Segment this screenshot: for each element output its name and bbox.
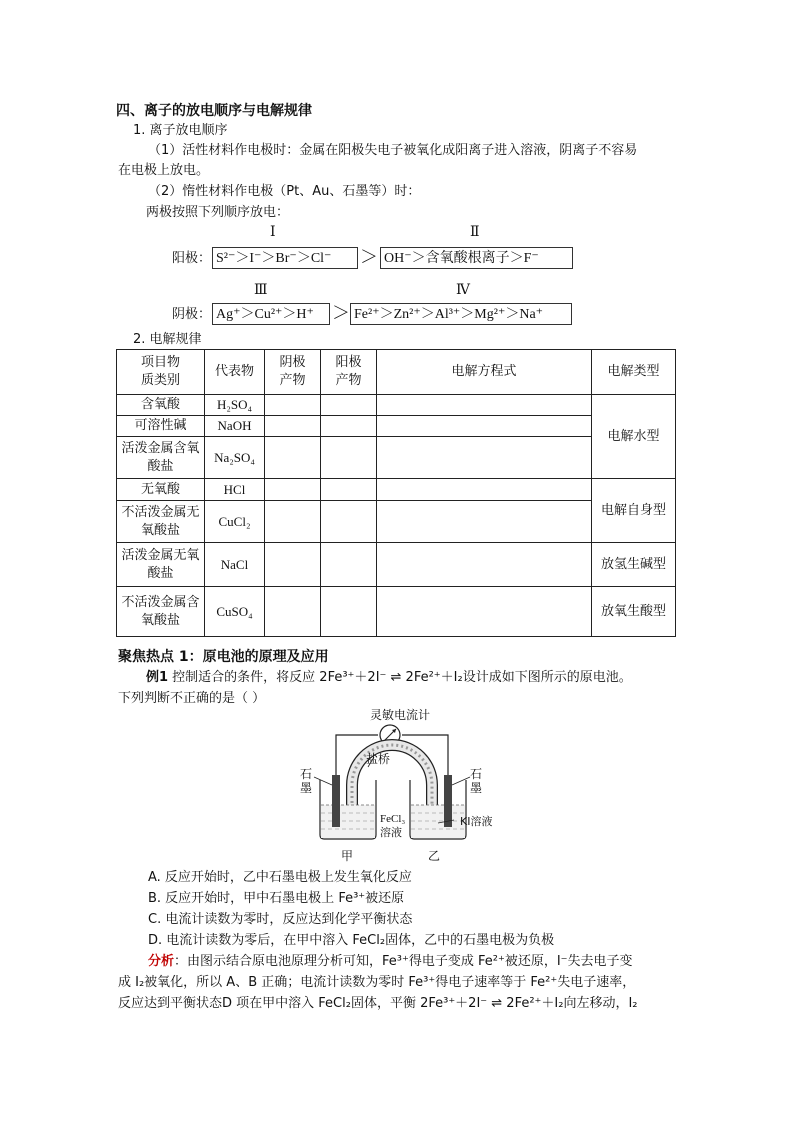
header-category-line1: 项目物	[140, 355, 180, 370]
cell-category-line2: 酸盐	[147, 458, 174, 474]
right-solution-label: KI溶液	[460, 815, 493, 828]
header-cathode-product: 阴极 产物	[265, 350, 321, 395]
cathode-label: 阴极：	[172, 307, 212, 322]
cell-representative: CuSO₄	[205, 587, 265, 637]
cell-category: 可溶性碱	[117, 416, 205, 437]
cell-category-line2: 酸盐	[147, 565, 174, 581]
right-beaker-label: 乙	[428, 849, 441, 863]
roman-numeral-3: Ⅲ	[254, 283, 268, 298]
cell-cathode-product	[265, 437, 321, 479]
option-b: B. 反应开始时，甲中石墨电极上 Fe³⁺被还原	[148, 891, 405, 906]
anode-order-group-2: OH⁻＞含氧酸根离子＞F⁻	[380, 247, 573, 269]
cell-equation	[377, 437, 592, 479]
subheading-discharge-order: 1. 离子放电顺序	[133, 123, 228, 138]
header-category	[117, 350, 205, 395]
greater-than-sign: ＞	[360, 247, 378, 268]
left-solution-word: 溶液	[380, 826, 402, 839]
cell-equation	[377, 543, 592, 587]
cell-category-line1: 活泼金属无氧	[121, 547, 200, 563]
cell-cathode-product	[265, 587, 321, 637]
cell-anode-product	[321, 437, 377, 479]
cell-representative: NaOH	[205, 416, 265, 437]
cell-representative: HCl	[205, 479, 265, 501]
cell-category: 含氧酸	[117, 395, 205, 416]
option-a: A. 反应开始时，乙中石墨电极上发生氧化反应	[148, 870, 412, 885]
right-electrode-pointer	[452, 777, 470, 785]
header-representative: 代表物	[205, 350, 265, 395]
cell-representative: Na₂SO₄	[205, 437, 265, 479]
cell-anode-product	[321, 416, 377, 437]
table-header-row	[117, 350, 676, 395]
option-d: D. 电流计读数为零后，在甲中溶入 FeCl₂固体，乙中的石墨电极为负极	[148, 933, 555, 948]
cell-equation	[377, 479, 592, 501]
salt-bridge-label: 盐桥	[366, 752, 391, 766]
example-line-2: 下列判断不正确的是（ ）	[118, 691, 266, 706]
cell-category	[117, 501, 205, 543]
table-row	[117, 543, 676, 587]
galvanic-cell-diagram	[290, 705, 520, 865]
cell-category-line1: 不活泼金属含	[121, 594, 200, 610]
header-anode-product: 阳极 产物	[321, 350, 377, 395]
cell-category-line2: 氧酸盐	[140, 522, 180, 538]
table-row	[117, 479, 676, 501]
cell-equation	[377, 395, 592, 416]
right-electrode-label: 石 墨	[470, 767, 483, 795]
analysis-line-2: 成 I₂被氧化，所以 A、B 正确；电流计读数为零时 Fe³⁺得电子速率等于 Fe²⁺失电子速率，	[118, 975, 636, 990]
cell-anode-product	[321, 543, 377, 587]
example-text: 控制适合的条件，将反应 2Fe³⁺＋2I⁻ ⇌ 2Fe²⁺＋I₂设计成如下图所示的原电池。	[168, 670, 632, 685]
analysis-text-1: ：由图示结合原电池原理分析可知，Fe³⁺得电子变成 Fe²⁺被还原，I⁻失去电子变	[174, 954, 633, 969]
cell-category-line1: 不活泼金属无	[121, 504, 200, 520]
focus-title: 聚焦热点 1：原电池的原理及应用	[118, 649, 329, 665]
cell-category	[117, 587, 205, 637]
cell-category-line1: 活泼金属含氧	[121, 440, 200, 456]
header-category-line2: 质类别	[140, 373, 180, 388]
cell-cathode-product	[265, 416, 321, 437]
option-c: C. 电流计读数为零时，反应达到化学平衡状态	[148, 912, 413, 927]
left-graphite-electrode	[332, 775, 340, 827]
table-row	[117, 395, 676, 416]
cell-representative: CuCl₂	[205, 501, 265, 543]
galvanometer-label: 灵敏电流计	[370, 708, 431, 722]
paragraph-active-electrode-cont: 在电极上放电。	[118, 163, 210, 178]
cell-type: 电解自身型	[592, 479, 676, 543]
roman-numeral-1: Ⅰ	[270, 225, 276, 240]
example-label: 例1	[146, 670, 169, 685]
cell-equation	[377, 501, 592, 543]
cell-equation	[377, 587, 592, 637]
right-graphite-electrode	[444, 775, 452, 827]
cell-cathode-product	[265, 543, 321, 587]
header-equation: 电解方程式	[377, 350, 592, 395]
left-electrode-label: 石 墨	[300, 767, 313, 795]
anode-order-group-1: S²⁻＞I⁻＞Br⁻＞Cl⁻	[212, 247, 358, 269]
cell-representative: H₂SO₄	[205, 395, 265, 416]
greater-than-sign: ＞	[332, 303, 350, 324]
analysis-line-1	[148, 951, 633, 972]
cell-type: 放氢生碱型	[592, 543, 676, 587]
cell-type: 放氧生酸型	[592, 587, 676, 637]
table-row	[117, 587, 676, 637]
cell-anode-product	[321, 587, 377, 637]
cell-category: 无氧酸	[117, 479, 205, 501]
analysis-label: 分析	[148, 954, 175, 969]
roman-numeral-4: Ⅳ	[456, 283, 470, 298]
paragraph-inert-electrode: （2）惰性材料作电极（Pt、Au、石墨等）时：	[148, 184, 421, 199]
subheading-electrolysis-rules: 2. 电解规律	[133, 332, 202, 347]
cell-anode-product	[321, 395, 377, 416]
example-line-1	[146, 667, 632, 688]
electrolysis-table	[116, 349, 676, 637]
cell-cathode-product	[265, 501, 321, 543]
cell-cathode-product	[265, 395, 321, 416]
header-type: 电解类型	[592, 350, 676, 395]
roman-numeral-2: Ⅱ	[470, 225, 480, 240]
cell-cathode-product	[265, 479, 321, 501]
paragraph-active-electrode: （1）活性材料作电极时：金属在阳极失电子被氧化成阳离子进入溶液，阴离子不容易	[148, 143, 638, 158]
cell-anode-product	[321, 479, 377, 501]
anode-label: 阳极：	[172, 251, 212, 266]
left-electrode-pointer	[314, 777, 332, 785]
analysis-line-3: 反应达到平衡状态D 项在甲中溶入 FeCl₂固体，平衡 2Fe³⁺＋2I⁻ ⇌ 2Fe²⁺＋I₂向左移动，I₂	[118, 996, 638, 1011]
left-beaker-label: 甲	[341, 849, 354, 863]
left-solution-label	[380, 812, 405, 840]
cell-equation	[377, 416, 592, 437]
cell-representative: NaCl	[205, 543, 265, 587]
cell-category	[117, 543, 205, 587]
cell-anode-product	[321, 501, 377, 543]
cell-type: 电解水型	[592, 395, 676, 479]
cell-category-line2: 氧酸盐	[140, 612, 180, 628]
section-title: 四、离子的放电顺序与电解规律	[116, 103, 312, 119]
cathode-order-group-1: Ag⁺＞Cu²⁺＞H⁺	[212, 303, 330, 325]
cathode-order-group-2: Fe²⁺＞Zn²⁺＞Al³⁺＞Mg²⁺＞Na⁺	[350, 303, 572, 325]
cell-category	[117, 437, 205, 479]
left-solution-formula: FeCl₃	[380, 813, 406, 825]
paragraph-order-intro: 两极按照下列顺序放电：	[146, 205, 290, 220]
